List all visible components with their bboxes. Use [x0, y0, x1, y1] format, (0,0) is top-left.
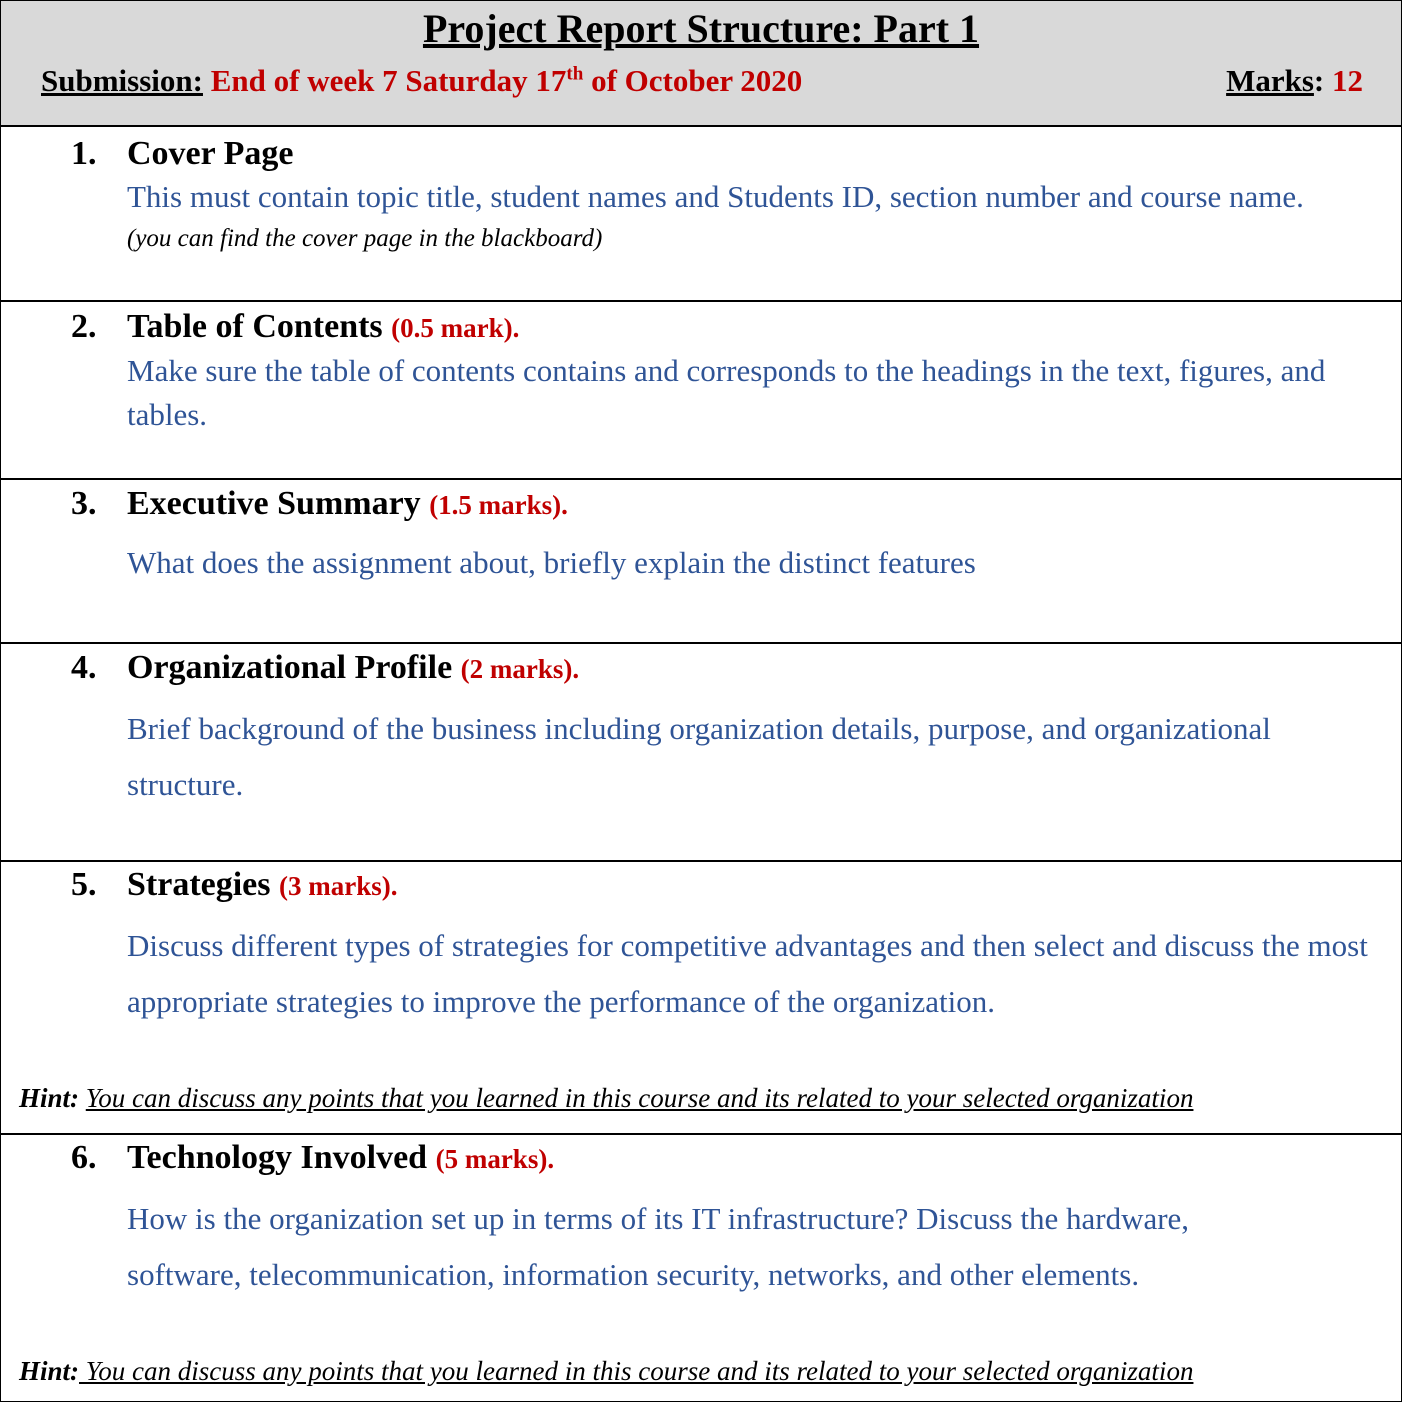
section-title-text: Technology Involved	[127, 1139, 428, 1176]
section-marks: (5 marks).	[435, 1144, 555, 1174]
submission-line	[41, 59, 802, 103]
section-marks: (0.5 mark).	[391, 313, 520, 343]
section-title	[127, 481, 568, 528]
section-number: 5.	[71, 866, 97, 903]
section-title-text: Cover Page	[127, 135, 294, 172]
section-title-text: Executive Summary	[127, 485, 421, 522]
section-body: Brief background of the business including organization details, purpose, and organizational structure.	[127, 711, 1271, 802]
section-number: 6.	[71, 1139, 97, 1176]
hint-text: You can discuss any points that you learned in this course and its related to your selected organization	[79, 1356, 1194, 1386]
section-hint	[19, 1353, 1193, 1389]
section-marks: (3 marks).	[279, 871, 398, 901]
section-body: How is the organization set up in terms of its IT infrastructure? Discuss the hardware, software, telecommunication, information security, networks, and other elements.	[127, 1201, 1190, 1292]
section-body: Discuss different types of strategies for competitive advantages and then select and discuss the most appropriate strategies to improve the performance of the organization.	[127, 928, 1368, 1019]
section-strategies	[1, 862, 1401, 1135]
header-band	[1, 1, 1401, 127]
section-number: 3.	[71, 485, 97, 522]
hint-label: Hint:	[19, 1083, 80, 1113]
section-table-of-contents	[1, 302, 1401, 480]
section-note: (you can find the cover page in the blackboard)	[127, 225, 603, 252]
marks-label: Marks	[1226, 63, 1314, 98]
section-title	[127, 862, 398, 909]
section-organizational-profile	[1, 644, 1401, 862]
section-title	[127, 1135, 554, 1182]
section-body: This must contain topic title, student names and Students ID, section number and course name.	[127, 179, 1304, 214]
section-title	[127, 304, 519, 351]
section-title-text: Table of Contents	[127, 308, 383, 345]
section-title-text: Strategies	[127, 866, 271, 903]
section-cover-page	[1, 127, 1401, 302]
total-marks	[1226, 59, 1363, 103]
marks-value: 12	[1332, 63, 1363, 98]
section-number: 4.	[71, 649, 97, 686]
section-marks: (1.5 marks).	[429, 490, 568, 520]
section-body: What does the assignment about, briefly explain the distinct features	[127, 545, 976, 580]
section-hint	[19, 1080, 1193, 1116]
section-marks: (2 marks).	[460, 654, 580, 684]
section-title	[127, 645, 579, 692]
section-title	[127, 131, 293, 177]
section-body: Make sure the table of contents contains and corresponds to the headings in the text, figures, and tables.	[127, 353, 1326, 432]
hint-label: Hint:	[19, 1356, 80, 1386]
section-title-text: Organizational Profile	[127, 649, 453, 686]
section-technology-involved	[1, 1135, 1401, 1401]
submission-date-post: of October 2020	[583, 63, 803, 98]
section-number: 2.	[71, 308, 97, 345]
hint-text: You can discuss any points that you learned in this course and its related to your selected organization	[85, 1083, 1194, 1113]
page-title: Project Report Structure: Part 1	[422, 6, 980, 51]
submission-date-pre: End of week 7 Saturday 17	[210, 63, 567, 98]
marks-colon: :	[1313, 63, 1332, 98]
submission-label: Submission:	[41, 63, 203, 98]
section-number: 1.	[71, 135, 97, 172]
submission-date	[211, 63, 803, 98]
section-executive-summary	[1, 480, 1401, 644]
submission-date-sup: th	[566, 63, 584, 85]
